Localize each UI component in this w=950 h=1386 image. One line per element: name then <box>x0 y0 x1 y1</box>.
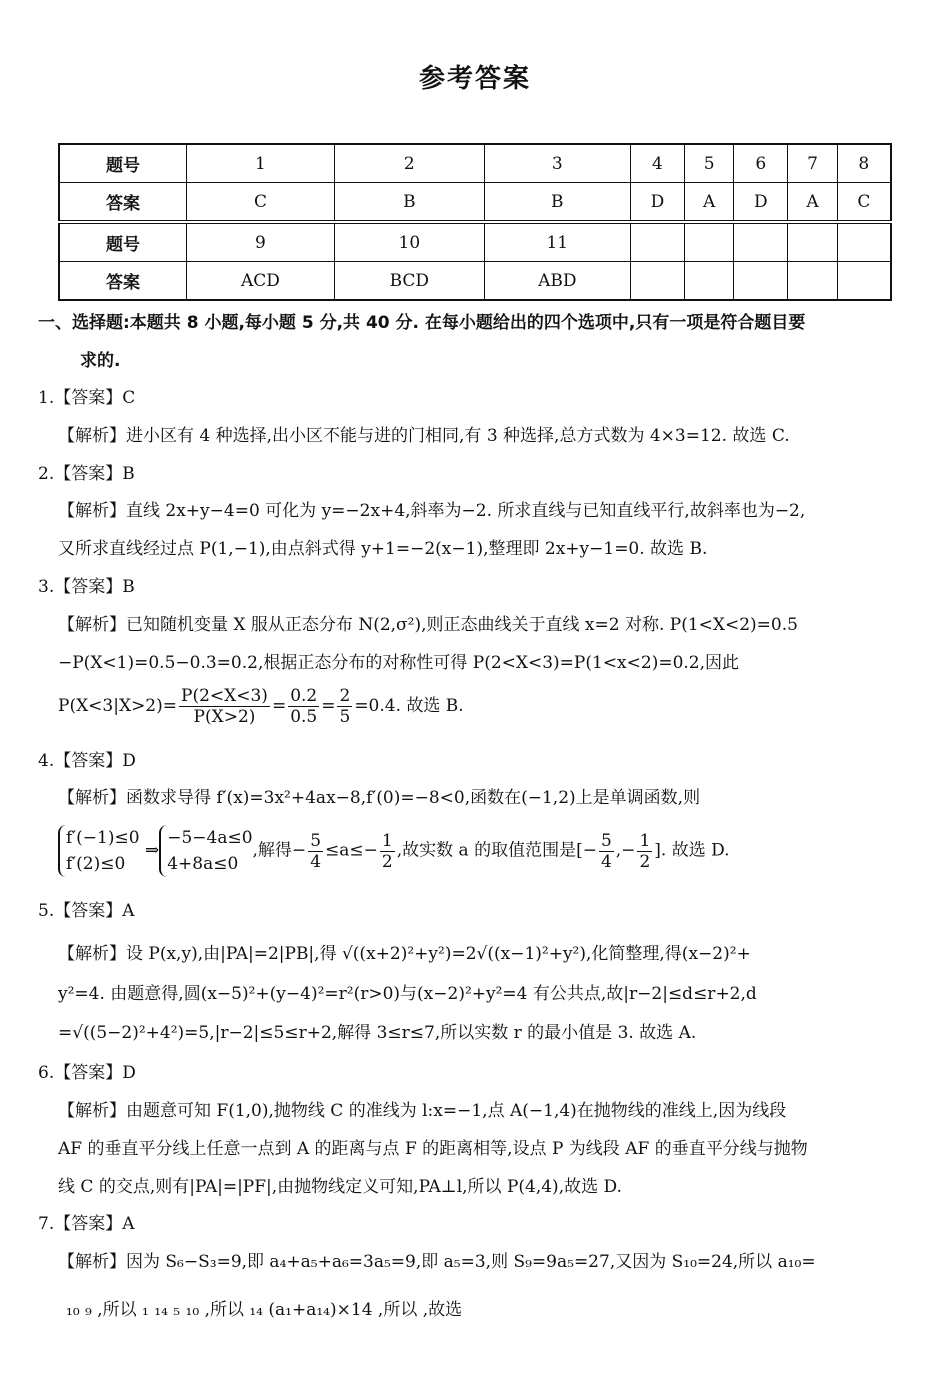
table-cell <box>630 222 684 262</box>
numerator: 1 <box>639 830 651 851</box>
q3-explanation: 【解析】已知随机变量 X 服从正态分布 N(2,σ²),则正态曲线关于直线 x=2 对称. P(1<X<2)=0.5 <box>58 615 798 635</box>
numerator: 0.2 <box>290 686 318 706</box>
denominator: 2 <box>381 851 393 872</box>
text-run: ,− <box>615 840 636 861</box>
table-cell <box>685 222 734 262</box>
table-cell: 8 <box>837 144 891 183</box>
implies-arrow: ⇒ <box>144 840 160 861</box>
q6-explanation: 【解析】由题意可知 F(1,0),抛物线 C 的准线为 l:x=−1,点 A(−1,4)在抛物线的准线上,因为线段 <box>58 1101 787 1121</box>
fraction <box>599 831 614 872</box>
table-cell <box>788 262 837 301</box>
q2-explanation: 【解析】直线 2x+y−4=0 可化为 y=−2x+4,斜率为−2. 所求直线与已知直线平行,故斜率也为−2, <box>58 501 806 521</box>
table-cell <box>685 262 734 301</box>
numerator: P(2<X<3) <box>181 686 268 706</box>
table-cell: A <box>685 183 734 223</box>
q7-explanation-partial: ₁₀ ₉ ,所以 ₁ ₁₄ ₅ ₁₀ ,所以 ₁₄ (a₁+a₁₄)×14 ,所以 ,故选 <box>66 1300 463 1320</box>
numerator: 1 <box>381 830 393 851</box>
page-title: 参考答案 <box>418 64 531 94</box>
text-run: ≤a≤− <box>325 840 378 861</box>
table-cell <box>630 262 684 301</box>
fraction <box>179 686 270 727</box>
q6-answer: 6.【答案】D <box>38 1063 136 1083</box>
section-heading: 一、选择题:本题共 8 小题,每小题 5 分,共 40 分. 在每小题给出的四个选项中,只有一项是符合题目要 <box>38 313 806 333</box>
denominator: 2 <box>639 851 651 872</box>
q1-explanation: 【解析】进小区有 4 种选择,出小区不能与进的门相同,有 3 种选择,总方式数为 4×3=12. 故选 C. <box>58 426 790 446</box>
system-line: f′(2)≤0 <box>66 854 126 874</box>
table-row <box>59 183 891 223</box>
table-cell <box>788 222 837 262</box>
table-cell: 1 <box>187 144 335 183</box>
table-cell: 11 <box>484 222 630 262</box>
table-cell: 9 <box>187 222 335 262</box>
q5-explanation: =√((5−2)²+4²)=5,|r−2|≤5≤r+2,解得 3≤r≤7,所以实数 r 的最小值是 3. 故选 A. <box>58 1023 697 1043</box>
q3-formula-prefix: P(X<3|X>2)= <box>58 696 177 716</box>
table-cell: 2 <box>334 144 484 183</box>
row-header: 答案 <box>59 183 187 223</box>
text-run: ]. 故选 D. <box>654 840 730 861</box>
table-cell: 3 <box>484 144 630 183</box>
table-cell: 6 <box>734 144 788 183</box>
system-line: f′(−1)≤0 <box>66 828 140 848</box>
denominator: 5 <box>339 707 351 727</box>
table-cell: B <box>334 183 484 223</box>
denominator: 4 <box>600 851 612 872</box>
table-row <box>59 262 891 301</box>
fraction <box>288 686 319 727</box>
table-cell: ACD <box>187 262 335 301</box>
table-cell <box>837 262 891 301</box>
row-header: 答案 <box>59 262 187 301</box>
text-run: ,故实数 a 的取值范围是[− <box>396 840 597 861</box>
q6-explanation: 线 C 的交点,则有|PA|=|PF|,由抛物线定义可知,PA⊥l,所以 P(4,4),故选 D. <box>58 1177 622 1197</box>
denominator: 0.5 <box>290 707 318 727</box>
q2-explanation: 又所求直线经过点 P(1,−1),由点斜式得 y+1=−2(x−1),整理即 2x+y−1=0. 故选 B. <box>58 539 708 559</box>
answer-table <box>58 143 892 301</box>
row-header: 题号 <box>59 222 187 262</box>
table-cell: 5 <box>685 144 734 183</box>
table-cell: A <box>788 183 837 223</box>
q4-explanation-system <box>58 825 730 877</box>
q6-explanation: AF 的垂直平分线上任意一点到 A 的距离与点 F 的距离相等,设点 P 为线段 AF 的垂直平分线与抛物 <box>58 1139 808 1159</box>
q2-answer: 2.【答案】B <box>38 464 135 484</box>
q5-answer: 5.【答案】A <box>38 901 135 921</box>
q5-explanation: y²=4. 由题意得,圆(x−5)²+(y−4)²=r²(r>0)与(x−2)²+y²=4 有公共点,故|r−2|≤d≤r+2,d <box>58 984 757 1004</box>
row-header: 题号 <box>59 144 187 183</box>
q4-answer: 4.【答案】D <box>38 751 136 771</box>
table-cell: D <box>734 183 788 223</box>
fraction <box>308 831 323 872</box>
table-cell: B <box>484 183 630 223</box>
table-cell: 4 <box>630 144 684 183</box>
table-cell: BCD <box>334 262 484 301</box>
q4-explanation: 【解析】函数求导得 f′(x)=3x²+4ax−8,f′(0)=−8<0,函数在(−1,2)上是单调函数,则 <box>58 788 701 808</box>
q3-explanation-formula: P(X<3|X>2)= $\frac{P(2<X<3)}{P(X>2)}$ = $\frac{0.2}{0.5}$ = $\frac{2}{5}$ =0.4. 故选 B. <box>58 686 464 727</box>
q7-explanation: 【解析】因为 S₆−S₃=9,即 a₄+a₅+a₆=3a₅=9,即 a₅=3,则 S₉=9a₅=27,又因为 S₁₀=24,所以 a₁₀= <box>58 1252 816 1272</box>
equation-system <box>58 825 140 877</box>
q7-answer: 7.【答案】A <box>38 1214 135 1234</box>
table-cell <box>837 222 891 262</box>
table-cell <box>734 262 788 301</box>
q1-answer: 1.【答案】C <box>38 388 136 408</box>
table-cell: C <box>187 183 335 223</box>
denominator: P(X>2) <box>193 707 256 727</box>
table-cell: ABD <box>484 262 630 301</box>
table-row <box>59 144 891 183</box>
text-run: ,解得− <box>252 840 307 861</box>
q3-formula-suffix: =0.4. 故选 B. <box>354 696 464 716</box>
table-cell: 10 <box>334 222 484 262</box>
numerator: 5 <box>310 830 322 851</box>
table-cell: D <box>630 183 684 223</box>
fraction <box>380 831 395 872</box>
q5-explanation: 【解析】设 P(x,y),由|PA|=2|PB|,得 √((x+2)²+y²)=2√((x−1)²+y²),化简整理,得(x−2)²+ <box>58 944 751 964</box>
table-cell: C <box>837 183 891 223</box>
q3-answer: 3.【答案】B <box>38 577 135 597</box>
table-cell: 7 <box>788 144 837 183</box>
system-line: −5−4a≤0 <box>167 828 253 848</box>
numerator: 5 <box>600 830 612 851</box>
equation-system <box>159 825 252 877</box>
system-line: 4+8a≤0 <box>167 854 239 874</box>
fraction <box>337 686 352 727</box>
section-heading-cont: 求的. <box>80 351 121 371</box>
numerator: 2 <box>339 686 351 706</box>
q3-explanation: −P(X<1)=0.5−0.3=0.2,根据正态分布的对称性可得 P(2<X<3)=P(1<x<2)=0.2,因此 <box>58 653 740 673</box>
fraction <box>637 831 652 872</box>
table-row <box>59 222 891 262</box>
denominator: 4 <box>310 851 322 872</box>
table-cell <box>734 222 788 262</box>
